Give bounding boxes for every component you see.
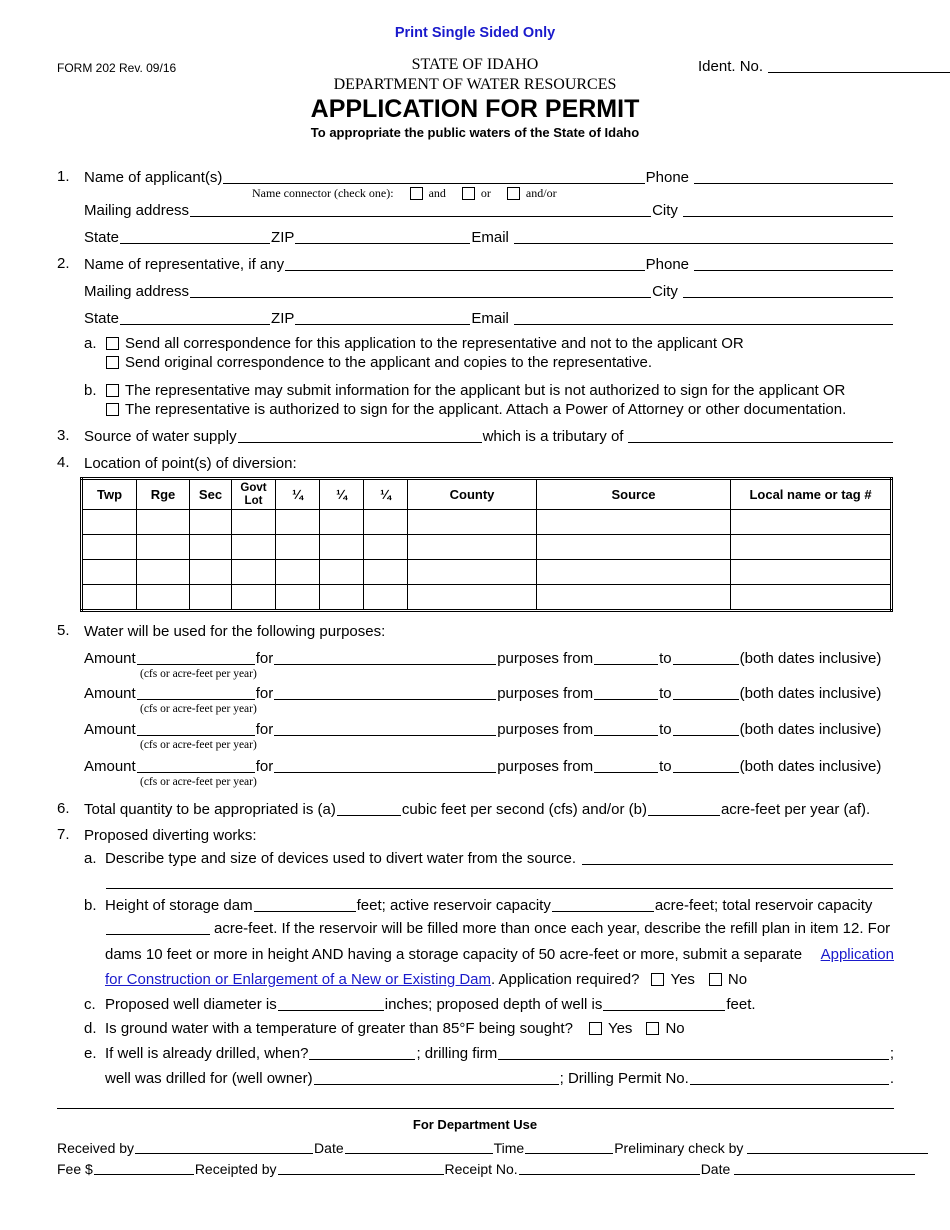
table-cell[interactable] xyxy=(190,585,232,611)
table-cell[interactable] xyxy=(82,510,137,535)
ground-water-temp-label: Is ground water with a temperature of greater than 85°F being sought? xyxy=(105,1020,573,1037)
column-header: Sec xyxy=(190,479,232,510)
yes-label: Yes xyxy=(670,971,695,988)
amount-field[interactable] xyxy=(137,685,255,700)
table-cell[interactable] xyxy=(190,535,232,560)
mailing-label: Mailing address xyxy=(84,283,190,300)
inclusive-label: (both dates inclusive) xyxy=(739,685,882,702)
receipt-no-label: Receipt No. xyxy=(444,1161,518,1177)
connector-or-label: or xyxy=(480,186,491,200)
send-copies-label: Send original correspondence to the applicant and copies to the representative. xyxy=(125,354,653,371)
state-heading: STATE OF IDAHO xyxy=(411,56,539,73)
item-7b-letter: b. xyxy=(84,897,97,914)
amount-units-note: (cfs or acre-feet per year) xyxy=(140,703,257,715)
purpose-row xyxy=(84,719,894,739)
from-date-field[interactable] xyxy=(594,721,658,736)
table-cell[interactable] xyxy=(731,510,892,535)
connector-label: Name connector (check one): xyxy=(252,186,394,200)
applicant-phone-field[interactable] xyxy=(694,169,893,184)
ident-row xyxy=(698,56,894,76)
item-4-number: 4. xyxy=(57,454,70,471)
table-cell[interactable] xyxy=(408,560,537,585)
amount-field[interactable] xyxy=(137,721,255,736)
amount-label: Amount xyxy=(84,721,136,738)
applicant-zip-field[interactable] xyxy=(295,229,470,244)
diversion-location-label: Location of point(s) of diversion: xyxy=(84,455,297,472)
drilling-permit-label: ; Drilling Permit No. xyxy=(559,1070,689,1087)
to-date-field[interactable] xyxy=(673,758,739,773)
temp-yes-checkbox[interactable] xyxy=(589,1022,602,1035)
send-to-representative-label: Send all correspondence for this application to the representative and not to the applicant OR xyxy=(125,335,744,352)
well-owner-label: well was drilled for (well owner) xyxy=(105,1070,313,1087)
item-7e-letter: e. xyxy=(84,1045,97,1062)
purposes-label: Water will be used for the following purposes: xyxy=(84,623,386,640)
table-cell[interactable] xyxy=(537,585,731,611)
from-date-field[interactable] xyxy=(594,685,658,700)
total-capacity-field[interactable] xyxy=(106,920,210,935)
for-label: for xyxy=(255,685,274,702)
zip-label: ZIP xyxy=(271,229,295,246)
option-a-letter: a. xyxy=(84,335,97,352)
column-header: Govt Lot xyxy=(232,479,276,510)
table-cell[interactable] xyxy=(232,585,276,611)
active-capacity-label: feet; active reservoir capacity xyxy=(356,897,551,914)
to-date-field[interactable] xyxy=(673,721,739,736)
well-diameter-field[interactable] xyxy=(278,996,384,1011)
table-cell[interactable] xyxy=(82,585,137,611)
representative-name-field[interactable] xyxy=(285,256,645,271)
table-cell[interactable] xyxy=(276,535,320,560)
amount-label: Amount xyxy=(84,685,136,702)
inclusive-label: (both dates inclusive) xyxy=(739,650,882,667)
diversion-table xyxy=(80,477,893,612)
page-subtitle: To appropriate the public waters of the State of Idaho xyxy=(310,125,640,140)
table-cell[interactable] xyxy=(276,585,320,611)
table-cell[interactable] xyxy=(190,560,232,585)
print-notice: Print Single Sided Only xyxy=(394,25,556,41)
devices-label: Describe type and size of devices used to divert water from the source. xyxy=(105,850,577,867)
state-label: State xyxy=(84,310,120,327)
dam-requirement-text: dams 10 feet or more in height AND having a storage capacity of 50 acre-feet or more, submit a separate xyxy=(105,946,803,963)
connector-andor-label: and/or xyxy=(525,186,557,200)
received-by-label: Received by xyxy=(57,1140,135,1156)
purposes-from-label: purposes from xyxy=(497,650,594,667)
representative-mailing-field[interactable] xyxy=(190,283,651,298)
from-date-field[interactable] xyxy=(594,758,658,773)
connector-andor-checkbox[interactable] xyxy=(507,187,520,200)
connector-and-checkbox[interactable] xyxy=(410,187,423,200)
column-header: Rge xyxy=(137,479,190,510)
drilling-firm-field[interactable] xyxy=(498,1045,889,1060)
drilling-permit-field[interactable] xyxy=(690,1070,889,1085)
dam-application-link[interactable]: Application xyxy=(820,946,894,963)
applicant-mailing-field[interactable] xyxy=(190,202,651,217)
email-label: Email xyxy=(471,229,509,246)
receipt-no-field[interactable] xyxy=(519,1160,700,1175)
applicant-name-field[interactable] xyxy=(223,169,644,184)
total-quantity-label: Total quantity to be appropriated is (a) xyxy=(84,801,336,818)
table-cell[interactable] xyxy=(320,585,364,611)
applicant-name-label: Name of applicant(s) xyxy=(84,169,223,186)
well-depth-field[interactable] xyxy=(603,996,725,1011)
item-6-number: 6. xyxy=(57,800,70,817)
city-label: City xyxy=(652,283,678,300)
table-cell[interactable] xyxy=(364,510,408,535)
application-required-label: . Application required? xyxy=(491,971,640,988)
table-cell[interactable] xyxy=(190,510,232,535)
fee-field[interactable] xyxy=(94,1160,194,1175)
period: . xyxy=(889,1070,894,1087)
table-row xyxy=(82,585,892,611)
received-date-field[interactable] xyxy=(345,1139,493,1154)
preliminary-check-label: Preliminary check by xyxy=(614,1140,744,1156)
amount-label: Amount xyxy=(84,650,136,667)
diverting-works-label: Proposed diverting works: xyxy=(84,827,257,844)
time-field[interactable] xyxy=(525,1139,613,1154)
item-2-number: 2. xyxy=(57,255,70,272)
table-cell[interactable] xyxy=(364,585,408,611)
table-row xyxy=(82,510,892,535)
table-cell[interactable] xyxy=(731,535,892,560)
authorized-to-sign-checkbox[interactable] xyxy=(106,403,119,416)
item-5-number: 5. xyxy=(57,622,70,639)
table-cell[interactable] xyxy=(276,560,320,585)
phone-label: Phone xyxy=(645,169,689,186)
drilling-firm-label: ; drilling firm xyxy=(416,1045,498,1062)
purpose-field[interactable] xyxy=(274,685,496,700)
purposes-from-label: purposes from xyxy=(497,721,594,738)
table-cell[interactable] xyxy=(137,560,190,585)
item-7a-letter: a. xyxy=(84,850,97,867)
to-date-field[interactable] xyxy=(673,685,739,700)
send-copies-checkbox[interactable] xyxy=(106,356,119,369)
purposes-from-label: purposes from xyxy=(497,758,594,775)
to-date-field[interactable] xyxy=(673,650,739,665)
table-cell[interactable] xyxy=(408,510,537,535)
refill-text: acre-feet. If the reservoir will be filled more than once each year, describe the refill plan in item 12. For xyxy=(214,920,891,937)
total-af-field[interactable] xyxy=(648,801,720,816)
table-cell[interactable] xyxy=(276,510,320,535)
applicant-email-field[interactable] xyxy=(514,229,893,244)
date-label: Date xyxy=(700,1161,731,1177)
purpose-row xyxy=(84,683,894,703)
send-to-representative-checkbox[interactable] xyxy=(106,337,119,350)
mailing-label: Mailing address xyxy=(84,202,190,219)
dam-height-field[interactable] xyxy=(254,897,356,912)
amount-units-note: (cfs or acre-feet per year) xyxy=(140,739,257,751)
receipted-by-label: Receipted by xyxy=(194,1161,277,1177)
representative-zip-field[interactable] xyxy=(295,310,470,325)
item-3-number: 3. xyxy=(57,427,70,444)
table-row xyxy=(82,535,892,560)
column-header: Twp xyxy=(82,479,137,510)
devices-field-line-2[interactable] xyxy=(106,874,893,889)
authorized-label: The representative is authorized to sign for the applicant. Attach a Power of Attorney or other documentation. xyxy=(125,401,847,418)
table-row xyxy=(82,560,892,585)
table-cell[interactable] xyxy=(731,560,892,585)
amount-field[interactable] xyxy=(137,650,255,665)
table-cell[interactable] xyxy=(232,535,276,560)
purpose-row xyxy=(84,756,894,776)
dam-application-link-cont[interactable]: for Construction or Enlargement of a New or Existing Dam xyxy=(105,971,491,988)
tributary-label: which is a tributary of xyxy=(482,428,624,445)
total-capacity-label: acre-feet; total reservoir capacity xyxy=(654,897,873,914)
to-label: to xyxy=(659,758,672,775)
purpose-field[interactable] xyxy=(274,721,496,736)
dam-height-label: Height of storage dam xyxy=(105,897,253,914)
amount-label: Amount xyxy=(84,758,136,775)
table-cell[interactable] xyxy=(320,560,364,585)
table-cell[interactable] xyxy=(82,560,137,585)
item-1-number: 1. xyxy=(57,168,70,185)
department-use-heading: For Department Use xyxy=(412,1117,538,1132)
table-cell[interactable] xyxy=(408,585,537,611)
drilled-when-label: If well is already drilled, when? xyxy=(105,1045,309,1062)
purposes-from-label: purposes from xyxy=(497,685,594,702)
ident-label: Ident. No. xyxy=(698,58,764,75)
af-label: acre-feet per year (af). xyxy=(720,801,871,818)
time-label: Time xyxy=(493,1140,525,1156)
yes-label: Yes xyxy=(607,1020,633,1037)
active-capacity-field[interactable] xyxy=(552,897,654,912)
column-header: ¼ xyxy=(276,479,320,510)
table-cell[interactable] xyxy=(320,535,364,560)
total-cfs-field[interactable] xyxy=(337,801,401,816)
water-source-label: Source of water supply xyxy=(84,428,237,445)
well-owner-field[interactable] xyxy=(314,1070,559,1085)
applicant-state-field[interactable] xyxy=(120,229,270,244)
table-cell[interactable] xyxy=(137,585,190,611)
table-cell[interactable] xyxy=(137,535,190,560)
amount-units-note: (cfs or acre-feet per year) xyxy=(140,776,257,788)
email-label: Email xyxy=(471,310,509,327)
no-label: No xyxy=(665,1020,685,1037)
not-authorized-to-sign-checkbox[interactable] xyxy=(106,384,119,397)
purpose-field[interactable] xyxy=(274,650,496,665)
table-cell[interactable] xyxy=(364,560,408,585)
representative-email-field[interactable] xyxy=(514,310,893,325)
amount-field[interactable] xyxy=(137,758,255,773)
form-id: FORM 202 Rev. 09/16 xyxy=(57,61,177,75)
representative-name-label: Name of representative, if any xyxy=(84,256,285,273)
purpose-row xyxy=(84,648,894,668)
receipt-date-field[interactable] xyxy=(734,1160,915,1175)
to-label: to xyxy=(659,685,672,702)
devices-field[interactable] xyxy=(582,850,893,865)
table-cell[interactable] xyxy=(232,560,276,585)
name-connector xyxy=(252,186,557,201)
table-cell[interactable] xyxy=(537,510,731,535)
feet-label: feet. xyxy=(726,996,756,1013)
fee-label: Fee $ xyxy=(57,1161,93,1177)
table-cell[interactable] xyxy=(731,585,892,611)
column-header: Source xyxy=(537,479,731,510)
table-cell[interactable] xyxy=(82,535,137,560)
temp-no-checkbox[interactable] xyxy=(646,1022,659,1035)
table-cell[interactable] xyxy=(232,510,276,535)
drilled-when-field[interactable] xyxy=(309,1045,415,1060)
for-label: for xyxy=(255,650,274,667)
column-header: Local name or tag # xyxy=(731,479,892,510)
date-label: Date xyxy=(314,1140,344,1156)
no-label: No xyxy=(727,971,748,988)
to-label: to xyxy=(659,650,672,667)
phone-label: Phone xyxy=(645,256,689,273)
semicolon: ; xyxy=(889,1045,894,1062)
ident-no-field[interactable] xyxy=(768,58,950,73)
table-cell[interactable] xyxy=(364,535,408,560)
table-cell[interactable] xyxy=(537,560,731,585)
purpose-field[interactable] xyxy=(274,758,496,773)
dam-required-no-checkbox[interactable] xyxy=(709,973,722,986)
table-header-row xyxy=(82,479,892,510)
column-header: ¼ xyxy=(364,479,408,510)
not-authorized-label: The representative may submit information for the applicant but is not authorized to sign for the applicant OR xyxy=(125,382,846,399)
water-source-field[interactable] xyxy=(238,428,482,443)
applicant-city-field[interactable] xyxy=(683,202,893,217)
department-heading: DEPARTMENT OF WATER RESOURCES xyxy=(333,76,617,93)
received-by-field[interactable] xyxy=(135,1139,313,1154)
cfs-label: cubic feet per second (cfs) and/or (b) xyxy=(401,801,647,818)
connector-or-checkbox[interactable] xyxy=(462,187,475,200)
item-7d-letter: d. xyxy=(84,1020,97,1037)
dam-required-yes-checkbox[interactable] xyxy=(651,973,664,986)
table-cell[interactable] xyxy=(537,535,731,560)
representative-phone-field[interactable] xyxy=(694,256,893,271)
city-label: City xyxy=(652,202,678,219)
table-cell[interactable] xyxy=(137,510,190,535)
option-b-letter: b. xyxy=(84,382,97,399)
zip-label: ZIP xyxy=(271,310,295,327)
representative-city-field[interactable] xyxy=(683,283,893,298)
preliminary-check-field[interactable] xyxy=(747,1139,928,1154)
for-label: for xyxy=(255,721,274,738)
item-7-number: 7. xyxy=(57,826,70,843)
receipted-by-field[interactable] xyxy=(278,1160,444,1175)
well-diameter-label: Proposed well diameter is xyxy=(105,996,277,1013)
inclusive-label: (both dates inclusive) xyxy=(739,758,882,775)
well-depth-label: inches; proposed depth of well is xyxy=(384,996,603,1013)
page-title: APPLICATION FOR PERMIT xyxy=(310,95,640,123)
column-header: ¼ xyxy=(320,479,364,510)
item-7c-letter: c. xyxy=(84,996,96,1013)
column-header: County xyxy=(408,479,537,510)
to-label: to xyxy=(659,721,672,738)
connector-and-label: and xyxy=(428,186,446,200)
inclusive-label: (both dates inclusive) xyxy=(739,721,882,738)
for-label: for xyxy=(255,758,274,775)
representative-state-field[interactable] xyxy=(120,310,270,325)
tributary-field[interactable] xyxy=(628,428,893,443)
amount-units-note: (cfs or acre-feet per year) xyxy=(140,668,257,680)
state-label: State xyxy=(84,229,120,246)
divider xyxy=(57,1108,894,1109)
from-date-field[interactable] xyxy=(594,650,658,665)
table-cell[interactable] xyxy=(408,535,537,560)
table-cell[interactable] xyxy=(320,510,364,535)
